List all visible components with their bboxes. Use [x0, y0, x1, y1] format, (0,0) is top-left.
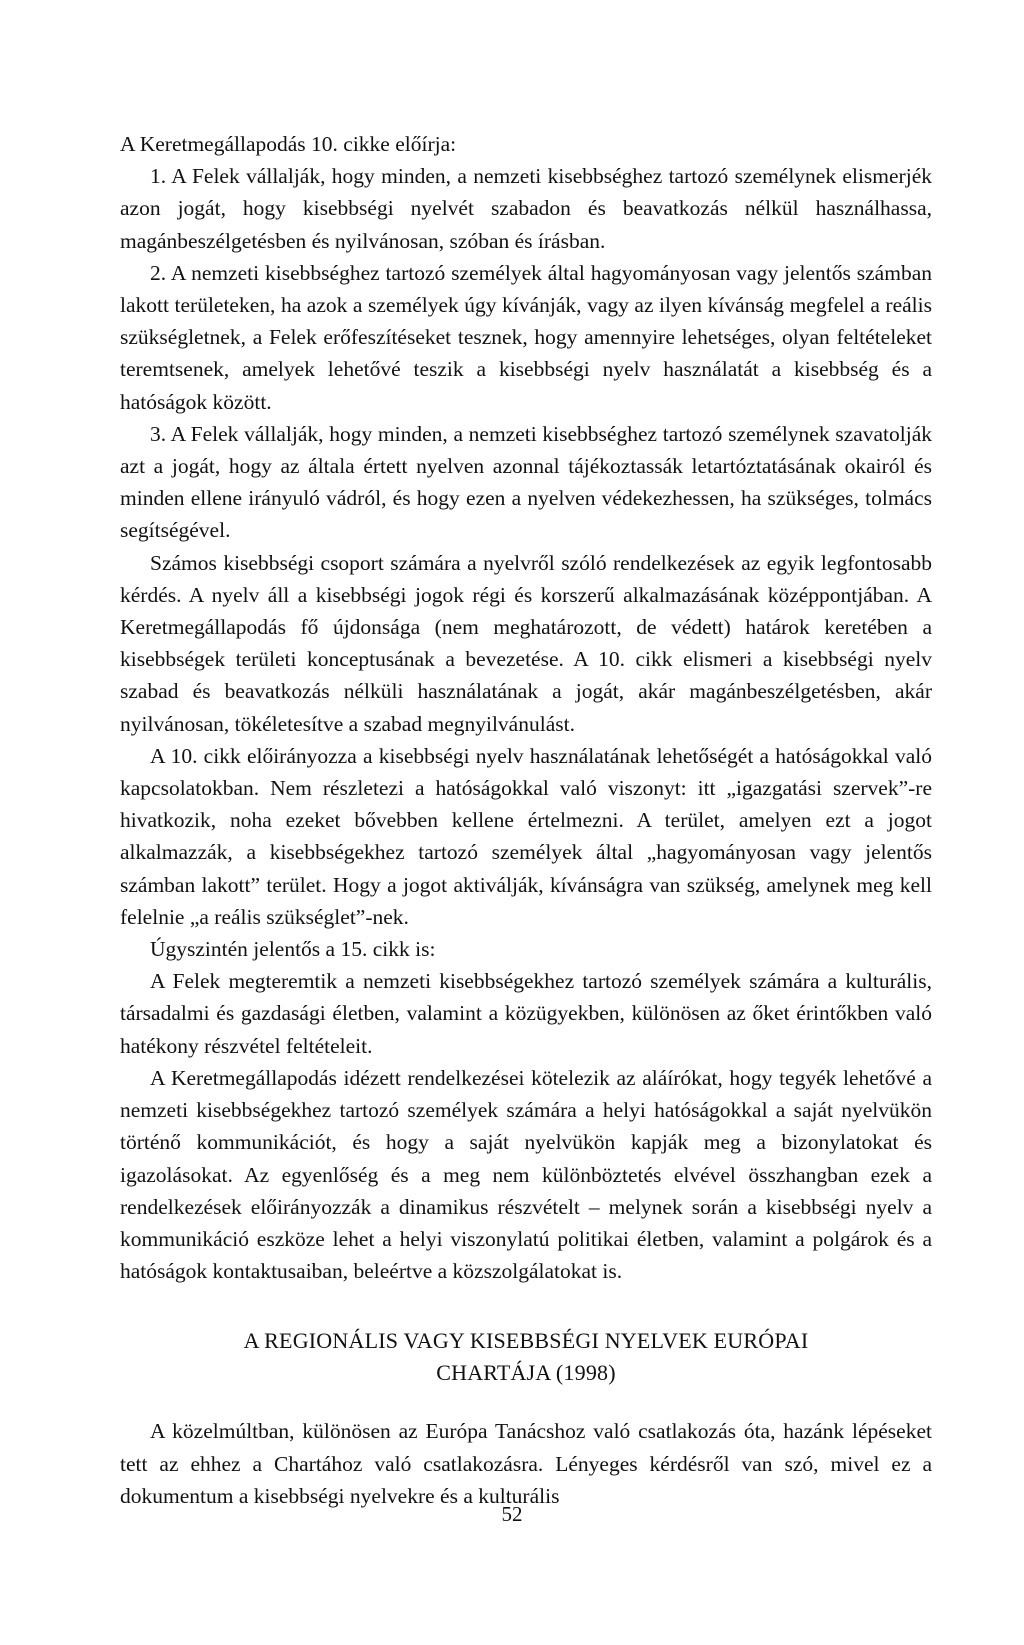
- page-body: [120, 128, 932, 1512]
- article-10-paragraph-2: 2. A nemzeti kisebbséghez tartozó személyek által hagyományosan vagy jelentős számban lakott területeken, ha azok a személyek úgy kívánják, vagy az ilyen kívánság megfelel a reális szükségletnek, a Felek erőfeszítéseket tesznek, hogy amennyire lehetséges, olyan feltételeket teremtsenek, amelyek lehetővé teszik a kisebbségi nyelv használatát a kisebbség és a hatóságok között.: [120, 260, 932, 414]
- article-10-paragraph-3: 3. A Felek vállalják, hogy minden, a nemzeti kisebbséghez tartozó személynek szavatolják azt a jogát, hogy az általa értett nyelven azonnal tájékoztassák letartóztatásának okairól és minden ellene irányuló vádról, és hogy ezen a nyelven védekezhessen, ha szükséges, tolmács segítségével.: [120, 421, 932, 543]
- section-heading-line-2: CHARTÁJA (1998): [436, 1360, 616, 1386]
- section-heading-line-1: A REGIONÁLIS VAGY KISEBBSÉGI NYELVEK EURÓPAI: [243, 1328, 809, 1354]
- section-heading: [120, 1325, 932, 1389]
- body-paragraph-article-15-intro: Úgyszintén jelentős a 15. cikk is:: [150, 937, 436, 962]
- article-15-quote: A Felek megteremtik a nemzeti kisebbségekhez tartozó személyek számára a kulturális, társadalmi és gazdasági életben, valamint a közügyekben, különösen az őket érintőkben való hatékony részvétel feltételeit.: [120, 969, 932, 1058]
- body-paragraph-obligations: A Keretmegállapodás idézett rendelkezései kötelezik az aláírókat, hogy tegyék lehetővé a nemzeti kisebbségekhez tartozó személyek számára a helyi hatóságokkal a saját nyelvükön történő kommunikációt, és hogy a saját nyelvükön kapják meg a bizonylatokat és igazolásokat. Az egyenlőség és a meg nem különböztetés elvével összhangban ezek a rendelkezések előirányozzák a dinamikus részvételt – melynek során a kisebbségi nyelv a kommunikáció eszköze lehet a helyi viszonylatú politikai életben, valamint a polgárok és a hatóságok kontaktusaiban, beleértve a közszolgálatokat is.: [120, 1065, 932, 1284]
- body-paragraph-authorities: A 10. cikk előirányozza a kisebbségi nyelv használatának lehetőségét a hatóságokkal való kapcsolatokban. Nem részletezi a hatóságokkal való viszonyt: itt „igazgatási szervek”-re hivatkozik, noha ezeket bővebben kellene értelmezni. A terület, amelyen ezt a jogot alkalmazzák, a kisebbségekhez tartozó személyek által „hagyományosan vagy jelentős számban lakott” terület. Hogy a jogot aktiválják, kívánságra van szükség, amelynek meg kell felelnie „a reális szükséglet”-nek.: [120, 743, 932, 929]
- charter-paragraph: A közelmúltban, különösen az Európa Tanácshoz való csatlakozás óta, hazánk lépéseket tett az ehhez a Chartához való csatlakozásra. Lényeges kérdésről van szó, mivel ez a dokumentum a kisebbségi nyelvekre és a kulturális: [120, 1419, 932, 1508]
- body-paragraph-language-rights: Számos kisebbségi csoport számára a nyelvről szóló rendelkezések az egyik legfontosabb kérdés. A nyelv áll a kisebbségi jogok régi és korszerű alkalmazásának középpontjában. A Keretmegállapodás fő újdonsága (nem meghatározott, de védett) határok keretében a kisebbségek területi konceptusának a bevezetése. A 10. cikk elismeri a kisebbségi nyelv szabad és beavatkozás nélküli használatának a jogát, akár magánbeszélgetésben, akár nyilvánosan, tökéletesítve a szabad megnyilvánulást.: [120, 550, 932, 736]
- page-number: 52: [501, 1502, 523, 1526]
- article-10-paragraph-1: 1. A Felek vállalják, hogy minden, a nemzeti kisebbséghez tartozó személynek elismerjék azon jogát, hogy kisebbségi nyelvét szabadon és beavatkozás nélkül használhassa, magánbeszélgetésben és nyilvánosan, szóban és írásban.: [120, 164, 932, 253]
- intro-paragraph: A Keretmegállapodás 10. cikke előírja:: [120, 132, 457, 156]
